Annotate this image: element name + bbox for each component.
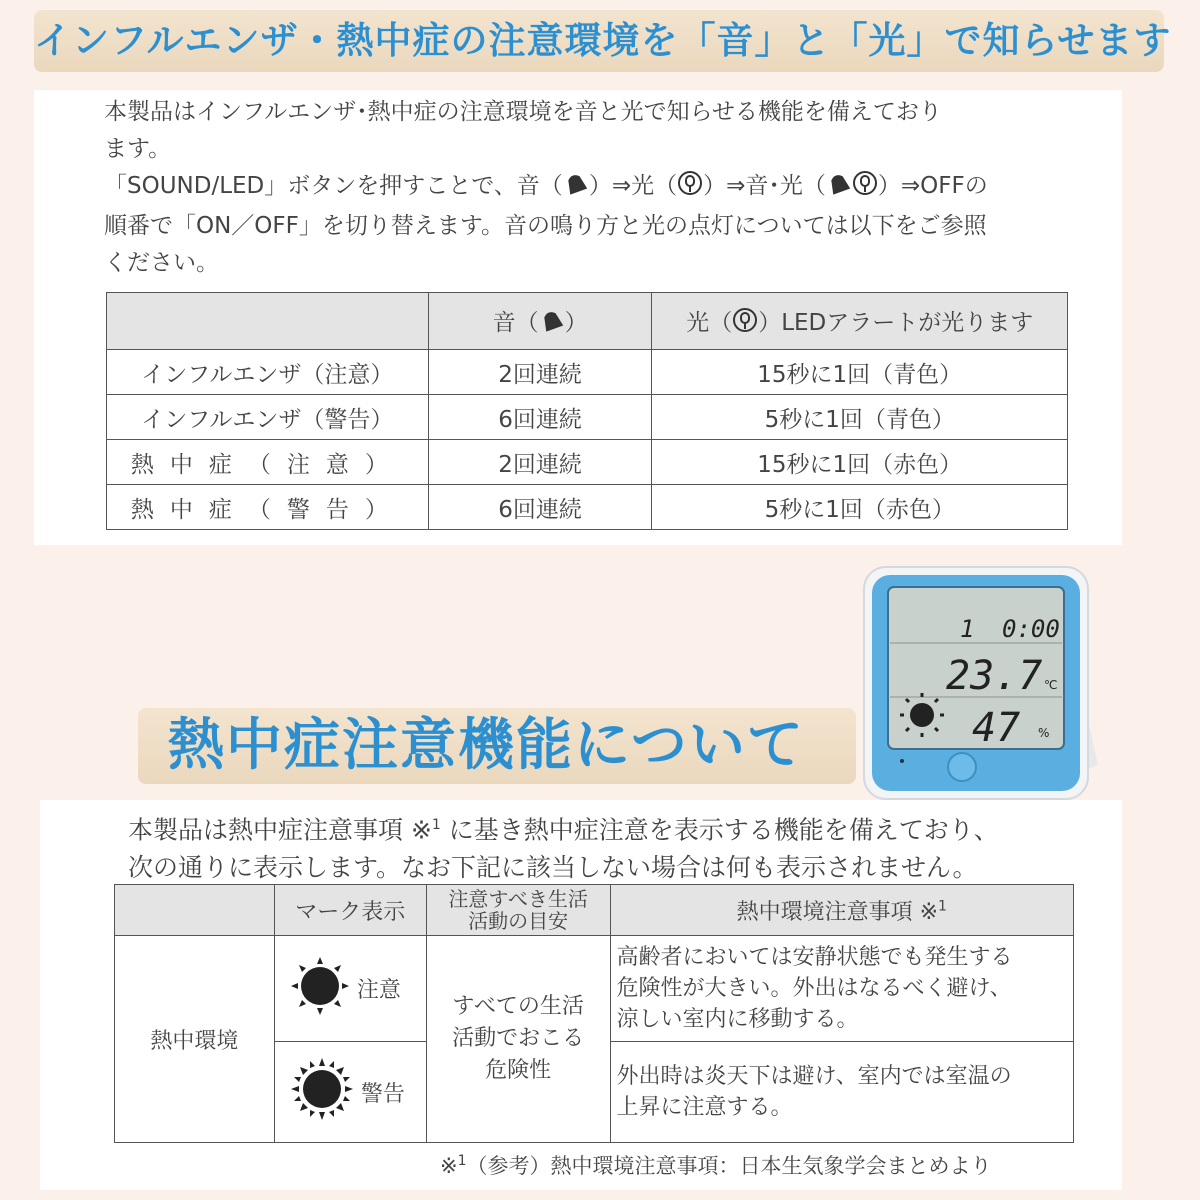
- intro1-line5: ください。: [104, 250, 219, 276]
- section1-banner: [34, 10, 1172, 72]
- sun-caution-icon: [289, 955, 351, 1023]
- intro1-line3-d: ）⇒OFFの: [877, 173, 988, 199]
- warning-label: 警告: [360, 1081, 405, 1107]
- intro2-line1: 本製品は熱中症注意事項 ※$^1$ に基き熱中症注意を表示する機能を備えており、: [128, 815, 999, 845]
- device-row-number: 1: [960, 615, 975, 643]
- heatstroke-table: [114, 884, 1074, 1143]
- section2-banner: [138, 708, 856, 784]
- bell-icon: [563, 171, 589, 208]
- row-light: 15秒に1回（赤色）: [652, 440, 1068, 485]
- device-button: [948, 753, 976, 781]
- intro1-line1: 本製品はインフルエンザ･熱中症の注意環境を音と光で知らせる機能を備えており: [104, 99, 942, 125]
- heat-table-header-note: 熱中環境注意事項 ※$^1$: [610, 885, 1073, 936]
- alert-table-header-sound: 音（ ）: [428, 293, 652, 350]
- intro1-line3: [104, 168, 1094, 208]
- intro2-line2: 次の通りに表示します。なお下記に該当しない場合は何も表示されません。: [128, 853, 978, 883]
- sun-warning-icon: [289, 1056, 355, 1128]
- led-icon: [852, 170, 878, 208]
- row-sound: 6回連続: [428, 485, 652, 530]
- intro1-line4: 順番で「ON／OFF」を切り替えます。音の鳴り方と光の点灯については以下をご参照: [104, 213, 987, 239]
- activity-cell: すべての生活 活動でおこる 危険性: [426, 936, 610, 1143]
- row-light: 15秒に1回（青色）: [652, 350, 1068, 395]
- row-sound: 2回連続: [428, 440, 652, 485]
- caution-label: 注意: [356, 978, 401, 1003]
- warning-note: 外出時は炎天下は避け、室内では室温の 上昇に注意する。: [610, 1042, 1073, 1143]
- table-row: [107, 440, 1068, 485]
- table-row: [115, 936, 1074, 1042]
- intro1-line2: ます。: [104, 136, 172, 162]
- row-sound: 2回連続: [428, 350, 652, 395]
- thermometer-device-image: [862, 565, 1102, 805]
- device-humidity-unit: %: [1038, 726, 1050, 740]
- bell-icon: [539, 309, 565, 339]
- intro1-line3-a: 「SOUND/LED」ボタンを押すことで、音（: [104, 173, 563, 199]
- led-icon: [677, 170, 703, 208]
- row-sound: 6回連続: [428, 395, 652, 440]
- caution-mark-cell: [274, 936, 426, 1042]
- row-label: 熱中症（注意）: [107, 440, 429, 485]
- section1-title: インフルエンザ・熱中症の注意環境を「音」と「光」で知らせます: [34, 19, 1172, 62]
- section2-intro: [128, 806, 1108, 887]
- bell-icon: [826, 171, 852, 208]
- intro1-line3-c: ）⇒音･光（: [703, 173, 826, 199]
- device-temperature: 23.7: [946, 653, 1043, 699]
- device-temp-unit: ℃: [1044, 678, 1058, 692]
- row-label: インフルエンザ（警告）: [107, 395, 429, 440]
- device-humidity: 47: [972, 705, 1021, 751]
- row-light: 5秒に1回（青色）: [652, 395, 1068, 440]
- caution-note: 高齢者においては安静状態でも発生する 危険性が大きい。外出はなるべく避け、 涼しい室内に移動する。: [610, 936, 1073, 1042]
- table-row: [107, 395, 1068, 440]
- warning-mark-cell: [274, 1042, 426, 1143]
- env-label: 熱中環境: [115, 936, 275, 1143]
- heat-table-header-activity: 注意すべき生活 活動の目安: [426, 885, 610, 936]
- footnote: ※$^1$（参考）熱中環境注意事項：日本生気象学会まとめより: [440, 1153, 992, 1178]
- led-icon: [732, 307, 758, 339]
- section2-card: [40, 800, 1122, 1190]
- intro1-line3-b: ）⇒光（: [588, 173, 678, 199]
- section1-intro: [104, 94, 1094, 282]
- table-row: [107, 350, 1068, 395]
- alert-table-header-light: 光（ ）LEDアラートが光ります: [652, 293, 1068, 350]
- section2-title: 熱中症注意機能について: [168, 713, 805, 778]
- alert-table-corner: [107, 293, 429, 350]
- row-label: 熱中症（警告）: [107, 485, 429, 530]
- device-time: 0:00: [1002, 615, 1060, 643]
- row-label: インフルエンザ（注意）: [107, 350, 429, 395]
- section1-card: [34, 90, 1122, 545]
- heat-table-corner: [115, 885, 275, 936]
- alert-table: [106, 292, 1068, 530]
- table-row: [107, 485, 1068, 530]
- row-light: 5秒に1回（赤色）: [652, 485, 1068, 530]
- heat-table-header-mark: マーク表示: [274, 885, 426, 936]
